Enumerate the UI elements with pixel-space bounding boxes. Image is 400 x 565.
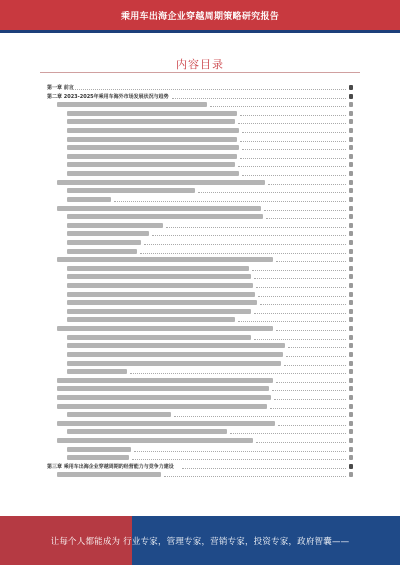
toc-leader-dots <box>256 287 346 288</box>
toc-leader-dots <box>274 399 346 400</box>
toc-leader-dots <box>268 184 346 185</box>
toc-entry[interactable] <box>47 265 353 274</box>
toc-entry-title <box>67 352 283 357</box>
toc-chapter-title: 第一章 前言 <box>47 85 74 91</box>
toc-entry[interactable] <box>47 205 353 214</box>
toc-leader-dots <box>152 235 346 236</box>
toc-entry-title <box>57 378 273 383</box>
toc-leader-dots <box>166 227 346 228</box>
toc-page-number <box>349 464 353 469</box>
toc-entry-title <box>67 231 149 236</box>
toc-leader-dots <box>288 347 346 348</box>
toc-heading: 内容目录 <box>176 58 224 71</box>
toc-chapter-entry[interactable] <box>47 463 353 472</box>
toc-entry-title <box>67 249 137 254</box>
toc-page-number <box>349 404 353 409</box>
toc-entry[interactable] <box>47 118 353 127</box>
toc-entry-title <box>67 309 251 314</box>
toc-entry[interactable] <box>47 273 353 282</box>
toc-leader-dots <box>238 321 346 322</box>
toc-page-number <box>349 111 353 116</box>
toc-entry-title <box>57 206 261 211</box>
toc-entry-title <box>67 429 227 434</box>
toc-leader-dots <box>240 158 346 159</box>
toc-page-number <box>349 94 353 99</box>
toc-entry-title <box>67 369 127 374</box>
toc-entry-title <box>67 412 171 417</box>
toc-entry-title <box>67 455 129 460</box>
toc-leader-dots <box>230 433 346 434</box>
toc-leader-dots <box>140 253 346 254</box>
toc-entry[interactable] <box>47 230 353 239</box>
toc-page-number <box>349 352 353 357</box>
toc-leader-dots <box>72 89 346 90</box>
toc-entry-title <box>67 343 285 348</box>
toc-entry[interactable] <box>47 187 353 196</box>
toc-entry[interactable] <box>47 428 353 437</box>
toc-leader-dots <box>240 115 346 116</box>
toc-entry[interactable] <box>47 403 353 412</box>
toc-page-number <box>349 326 353 331</box>
toc-leader-dots <box>278 425 346 426</box>
toc-entry[interactable] <box>47 101 353 110</box>
toc-page-number <box>349 300 353 305</box>
toc-leader-dots <box>284 365 346 366</box>
toc-entry[interactable] <box>47 127 353 136</box>
toc-leader-dots <box>276 382 346 383</box>
toc-entry[interactable] <box>47 170 353 179</box>
toc-entry-title <box>67 111 237 116</box>
toc-entry[interactable] <box>47 222 353 231</box>
toc-entry[interactable] <box>47 213 353 222</box>
toc-entry-title <box>67 283 253 288</box>
toc-entry[interactable] <box>47 256 353 265</box>
toc-entry-title <box>67 145 239 150</box>
toc-entry[interactable] <box>47 351 353 360</box>
toc-page-number <box>349 162 353 167</box>
toc-entry[interactable] <box>47 179 353 188</box>
toc-leader-dots <box>256 442 346 443</box>
toc-entry[interactable] <box>47 325 353 334</box>
toc-entry-title <box>67 447 131 452</box>
toc-page-number <box>349 421 353 426</box>
toc-entry-title <box>67 171 239 176</box>
report-title: 乘用车出海企业穿越周期策略研究报告 <box>120 12 280 22</box>
toc-leader-dots <box>258 296 346 297</box>
toc-page-number <box>349 154 353 159</box>
toc-entry[interactable] <box>47 411 353 420</box>
toc-entry-title <box>57 472 161 477</box>
report-header <box>0 0 400 30</box>
toc-leader-dots <box>114 201 346 202</box>
toc-leader-dots <box>164 476 346 477</box>
toc-entry[interactable] <box>47 446 353 455</box>
toc-entry[interactable] <box>47 110 353 119</box>
toc-leader-dots <box>276 330 346 331</box>
toc-entry-title <box>57 395 271 400</box>
footer-slogan: 让每个人都能成为 行业专家，管理专家，营销专家，投资专家，政府智囊—— <box>50 537 350 547</box>
toc-entry-title <box>57 326 273 331</box>
toc-entry[interactable] <box>47 144 353 153</box>
toc-leader-dots <box>254 278 346 279</box>
toc-page-number <box>349 317 353 322</box>
toc-leader-dots <box>286 356 346 357</box>
toc-page-number <box>349 369 353 374</box>
toc-entry-title <box>67 128 239 133</box>
toc-leader-dots <box>210 106 346 107</box>
toc-leader-dots <box>240 141 346 142</box>
toc-entry[interactable] <box>47 299 353 308</box>
toc-entry[interactable] <box>47 316 353 325</box>
toc-chapter-entry[interactable] <box>47 93 353 102</box>
toc-entry[interactable] <box>47 136 353 145</box>
toc-entry-title <box>57 404 267 409</box>
toc-leader-dots <box>144 244 346 245</box>
toc-leader-dots <box>134 451 346 452</box>
toc-entry-title <box>67 317 235 322</box>
toc-leader-dots <box>130 373 346 374</box>
toc-entry[interactable] <box>47 368 353 377</box>
toc-page-number <box>349 361 353 366</box>
toc-leader-dots <box>172 98 346 99</box>
toc-page-number <box>349 257 353 262</box>
toc-page-number <box>349 119 353 124</box>
toc-entry-title <box>57 438 253 443</box>
toc-leader-dots <box>260 304 346 305</box>
toc-entry-title <box>57 180 265 185</box>
toc-chapter-title: 第二章 2023-2025年乘用车海外市场发展状况与趋势 <box>47 93 169 100</box>
toc-entry-title <box>67 292 255 297</box>
toc-chapter-title: 第三章 乘用车出海企业穿越周期的经营能力与竞争力建设 <box>47 463 174 470</box>
toc-page-number <box>349 429 353 434</box>
toc-entry[interactable] <box>47 291 353 300</box>
toc-leader-dots <box>254 313 346 314</box>
toc-entry[interactable] <box>47 360 353 369</box>
toc-leader-dots <box>242 132 346 133</box>
toc-page-number <box>349 128 353 133</box>
toc-page-number <box>349 455 353 460</box>
toc-leader-dots <box>272 390 346 391</box>
toc-page-number <box>349 343 353 348</box>
toc-entry[interactable] <box>47 248 353 257</box>
toc-page-number <box>349 309 353 314</box>
toc-page-number <box>349 206 353 211</box>
toc-page-number <box>349 386 353 391</box>
toc-page-number <box>349 137 353 142</box>
toc-entry-title <box>57 102 207 107</box>
toc-leader-dots <box>264 210 346 211</box>
toc-leader-dots <box>270 408 346 409</box>
toc-entry-title <box>67 266 249 271</box>
header-stripe <box>0 30 400 33</box>
toc-leader-dots <box>276 261 346 262</box>
toc-leader-dots <box>266 218 346 219</box>
toc-page-number <box>349 378 353 383</box>
toc-entry-title <box>57 386 269 391</box>
footer-banner <box>0 516 400 565</box>
toc-leader-dots <box>254 339 346 340</box>
toc-page-number <box>349 447 353 452</box>
toc-entry-title <box>57 421 275 426</box>
toc-entry[interactable] <box>47 471 353 480</box>
toc-entry-title <box>67 274 251 279</box>
toc-page-number <box>349 240 353 245</box>
toc-page-number <box>349 283 353 288</box>
toc-entry[interactable] <box>47 342 353 351</box>
toc-entry-title <box>67 240 141 245</box>
toc-page-number <box>349 188 353 193</box>
toc-leader-dots <box>242 149 346 150</box>
toc-page-number <box>349 180 353 185</box>
toc-page-number <box>349 395 353 400</box>
toc-leader-dots <box>198 192 346 193</box>
toc-page-number <box>349 266 353 271</box>
toc-entry[interactable] <box>47 196 353 205</box>
toc-leader-dots <box>238 166 346 167</box>
toc-page-number <box>349 171 353 176</box>
toc-entry[interactable] <box>47 377 353 386</box>
toc-entry[interactable] <box>47 308 353 317</box>
toc-entry-title <box>67 335 251 340</box>
toc-page-number <box>349 438 353 443</box>
toc-entry-title <box>67 188 195 193</box>
toc-page-number <box>349 214 353 219</box>
heading-divider <box>40 72 360 73</box>
toc-page-number <box>349 102 353 107</box>
toc-page-number <box>349 472 353 477</box>
toc-page-number <box>349 292 353 297</box>
toc-entry-title <box>67 137 237 142</box>
toc-page-number <box>349 335 353 340</box>
toc-entry-title <box>57 257 273 262</box>
toc-entry-title <box>67 162 235 167</box>
table-of-contents <box>47 84 353 480</box>
toc-entry[interactable] <box>47 454 353 463</box>
toc-entry-title <box>67 300 257 305</box>
toc-chapter-entry[interactable] <box>47 84 353 93</box>
toc-leader-dots <box>252 270 346 271</box>
toc-page-number <box>349 85 353 90</box>
toc-entry-title <box>67 119 235 124</box>
toc-leader-dots <box>242 175 346 176</box>
toc-page-number <box>349 223 353 228</box>
toc-entry[interactable] <box>47 282 353 291</box>
toc-entry[interactable] <box>47 437 353 446</box>
toc-entry-title <box>67 154 237 159</box>
toc-entry[interactable] <box>47 153 353 162</box>
toc-entry[interactable] <box>47 161 353 170</box>
toc-entry-title <box>67 197 111 202</box>
toc-leader-dots <box>238 123 346 124</box>
toc-entry-title <box>67 214 263 219</box>
toc-entry[interactable] <box>47 394 353 403</box>
toc-leader-dots <box>132 459 346 460</box>
toc-entry[interactable] <box>47 385 353 394</box>
toc-leader-dots <box>174 416 346 417</box>
toc-page-number <box>349 231 353 236</box>
toc-entry-title <box>67 361 281 366</box>
toc-page-number <box>349 249 353 254</box>
toc-page-number <box>349 274 353 279</box>
toc-page-number <box>349 412 353 417</box>
toc-leader-dots <box>182 468 346 469</box>
toc-entry[interactable] <box>47 420 353 429</box>
toc-entry[interactable] <box>47 334 353 343</box>
toc-entry-title <box>67 223 163 228</box>
toc-page-number <box>349 197 353 202</box>
toc-entry[interactable] <box>47 239 353 248</box>
toc-page-number <box>349 145 353 150</box>
